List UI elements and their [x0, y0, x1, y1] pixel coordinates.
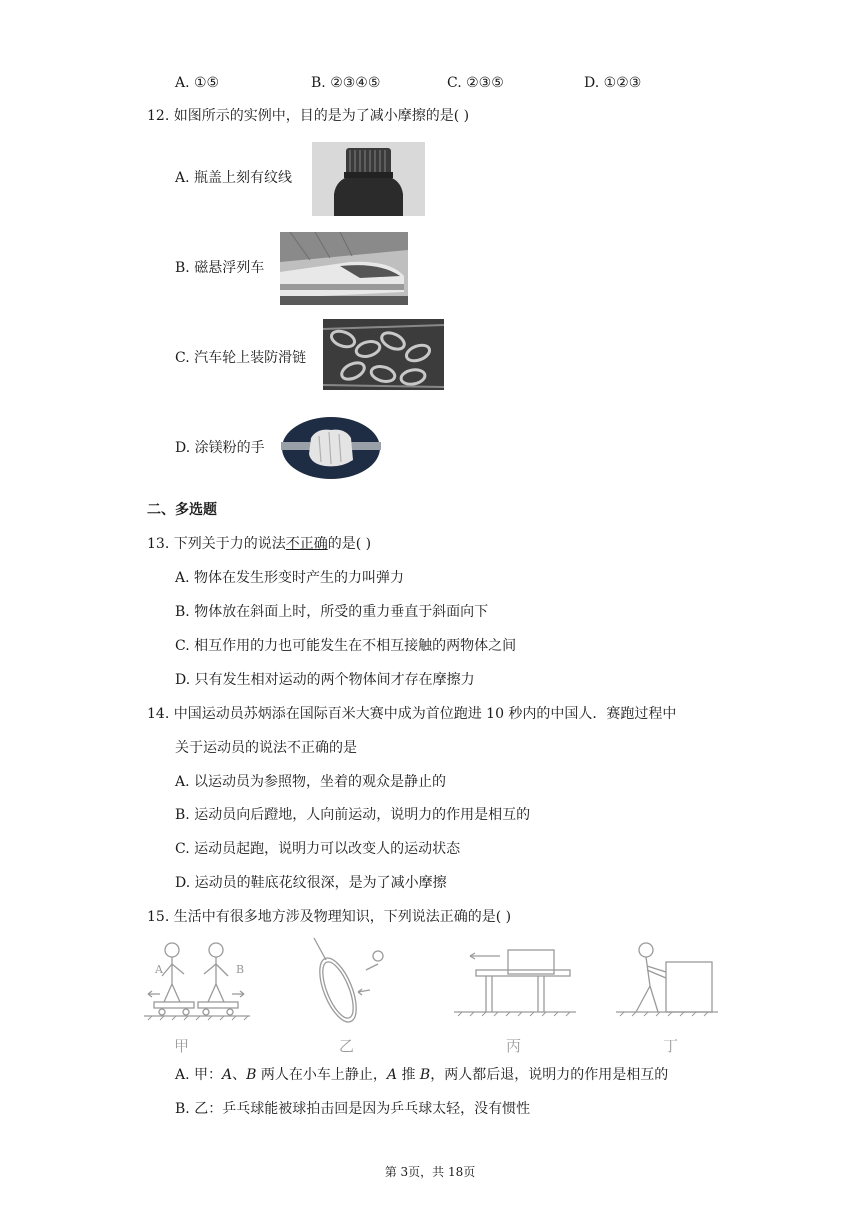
page-footer: 第 3页，共 18页 — [384, 1165, 476, 1179]
figure-ding — [612, 936, 722, 1026]
q15-option-a-prefix: A. 甲： — [175, 1067, 223, 1083]
q15-option-a-tail: ，两人都后退，说明力的作用是相互的 — [430, 1067, 669, 1083]
q12-option-a: A. 瓶盖上刻有纹线 — [175, 170, 293, 186]
q15-option-b: B. 乙：乒乓球能被球拍击回是因为乒乓球太轻，没有惯性 — [175, 1101, 531, 1117]
q14-option-a: A. 以运动员为参照物，坐着的观众是静止的 — [175, 774, 447, 790]
q13-option-c: C. 相互作用的力也可能发生在不相互接触的两物体之间 — [175, 638, 517, 654]
figure-label-jia: 甲 — [174, 1037, 190, 1055]
q11-option-d: D. ①②③ — [584, 75, 642, 91]
section-title: 二、多选题 — [147, 502, 217, 518]
q13-option-b: B. 物体放在斜面上时，所受的重力垂直于斜面向下 — [175, 604, 489, 620]
q14-option-b: B. 运动员向后蹬地，人向前运动，说明力的作用是相互的 — [175, 807, 531, 823]
figure-label-yi: 乙 — [339, 1037, 355, 1055]
q11-option-a: A. ①⑤ — [175, 75, 220, 91]
q11-options — [0, 73, 860, 93]
q14-option-c: C. 运动员起跑，说明力可以改变人的运动状态 — [175, 841, 461, 857]
person-b-label: B — [246, 1067, 257, 1083]
q13-stem-end: 的是( ) — [327, 536, 372, 552]
chalk-hand-photo — [281, 416, 381, 480]
q15-option-a-text1: 两人在小车上静止， — [256, 1067, 387, 1083]
q11-option-c: C. ②③⑤ — [447, 75, 504, 91]
snow-chain-photo — [323, 319, 444, 390]
figure-jia — [140, 936, 265, 1026]
q13-option-a: A. 物体在发生形变时产生的力叫弹力 — [175, 570, 405, 586]
q14-stem-line1: 14. 中国运动员苏炳添在国际百米大赛中成为首位跑进 10 秒内的中国人．赛跑过程中 — [147, 706, 677, 722]
person-b-label-2: B — [419, 1067, 431, 1083]
q13-option-d: D. 只有发生相对运动的两个物体间才存在摩擦力 — [175, 672, 475, 688]
figure-label-bing: 丙 — [506, 1037, 522, 1055]
q13-stem-underlined: 不正确 — [285, 536, 328, 552]
q12-option-d: D. 涂镁粉的手 — [175, 440, 265, 456]
figure-jia-letter-b: B — [236, 963, 245, 976]
maglev-train-photo — [280, 232, 408, 305]
figure-label-ding: 丁 — [663, 1037, 679, 1055]
figure-bing — [450, 944, 580, 1024]
q11-option-b: B. ②③④⑤ — [311, 75, 381, 91]
person-a-label: A — [222, 1067, 233, 1083]
q14-stem-line2: 关于运动员的说法不正确的是 — [175, 740, 357, 756]
q13-stem-start: 13. 下列关于力的说法 — [147, 536, 286, 552]
q13-stem — [147, 534, 371, 554]
figure-yi — [300, 934, 390, 1030]
q15-option-a — [175, 1065, 668, 1085]
q15-option-a-sep: 、 — [232, 1067, 247, 1083]
figure-jia-letter-a: A — [155, 963, 163, 976]
q12-stem: 12. 如图所示的实例中，目的是为了减小摩擦的是( ) — [147, 108, 470, 124]
q12-option-c: C. 汽车轮上装防滑链 — [175, 350, 307, 366]
bottle-cap-photo — [312, 142, 425, 216]
q12-option-b: B. 磁悬浮列车 — [175, 260, 265, 276]
q14-option-d: D. 运动员的鞋底花纹很深，是为了减小摩擦 — [175, 875, 447, 891]
q15-option-a-text2: 推 — [397, 1067, 420, 1083]
q15-stem: 15. 生活中有很多地方涉及物理知识，下列说法正确的是( ) — [147, 909, 512, 925]
person-a-label-2: A — [386, 1067, 398, 1083]
